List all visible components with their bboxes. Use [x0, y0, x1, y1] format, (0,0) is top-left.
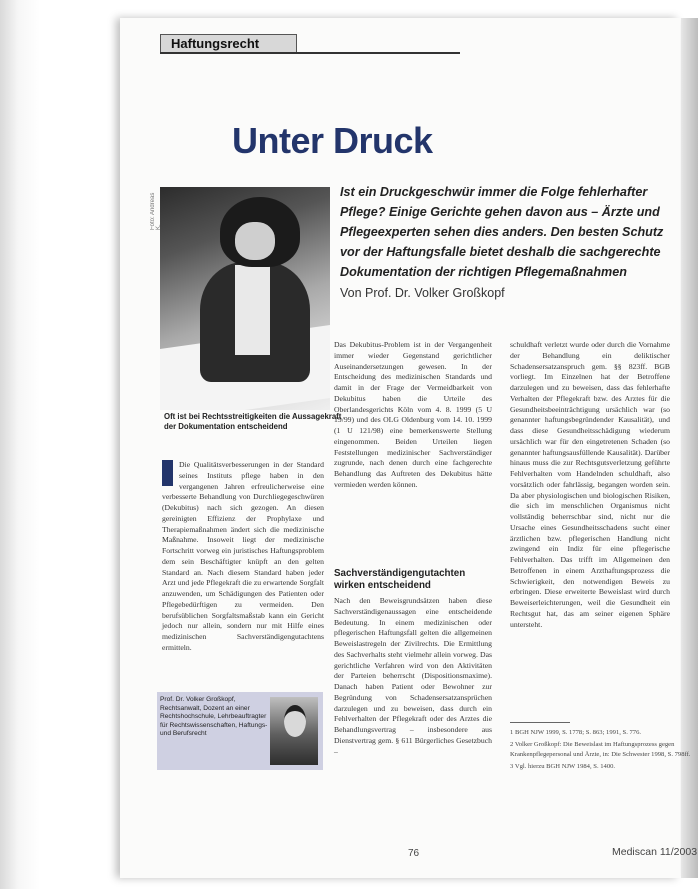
article-lead: Ist ein Druckgeschwür immer die Folge fehlerhafter Pflege? Einige Gerichte gehen davon aus – Ärzte und Pflegeexperten sehen dies anders. Den besten Schutz vor der Haftungsfalle bietet deshalb die sachgerechte Dokumentation der richtigen Pflegemaßnahmen [340, 185, 664, 279]
text-column-2-bottom [334, 596, 492, 842]
section-subhead: Sachverständigengutachten wirken entscheidend [334, 568, 466, 591]
footnote-2: 2 Volker Großkopf: Die Beweislast im Haftungsprozess gegen Krankenpflegepersonal und Ärzte, in: Die Schwester 1998, S. 798ff. [510, 741, 691, 758]
article-photo [160, 187, 330, 410]
photo-shirt [235, 265, 270, 355]
photo-credit: Foto: Andreas K. [150, 192, 162, 230]
author-profile-text: Prof. Dr. Volker Großkopf, Rechtsanwalt, Dozent an einer Rechtshochschule, Lehrbeauftragter für Rechtswissenschaften, Haftungs- und Berufsrecht [160, 696, 268, 738]
column-2a-text: Das Dekubitus-Problem ist in der Vergangenheit immer wieder Gegenstand gerichtlicher Auseinandersetzungen gewesen. In der Entscheidung des medizinischen Standards und damit in der Frage der Vermeidbarkeit von Dekubitus haben die Urteile des Oberlandesgerichts Köln vom 4. 8. 1999 (5 U 19/99) und des OLG Oldenburg vom 14. 10. 1999 (1 U 121/98) eine bemerkenswerte Stellung eingenommen. Beiden Urteilen liegen Feststellungen medizinischer Sachverständiger zugrunde, nach denen durch eine fachgerechte Behandlung das Auftreten des Dekubitus hätte vermieden werden können. [334, 340, 492, 489]
footnote-1: 1 BGH NJW 1999, S. 1778; S. 863; 1991, S. 776. [510, 729, 642, 736]
footnote-3: 3 Vgl. hierzu BGH NJW 1984, S. 1400. [510, 763, 616, 771]
portrait-head [284, 705, 306, 737]
photo-caption: Oft ist bei Rechtsstreitigkeiten die Aussagekraft der Dokumentation entscheidend [164, 412, 342, 431]
journal-issue: Mediscan 11/2003 [612, 846, 698, 858]
kicker-rule [160, 52, 460, 54]
section-kicker [160, 34, 297, 54]
text-column-3 [510, 340, 670, 712]
author-portrait [270, 697, 318, 765]
footnote-rule [510, 722, 570, 723]
photo-face [235, 222, 275, 260]
article-author: Von Prof. Dr. Volker Großkopf [340, 286, 505, 300]
drop-cap-marker [162, 460, 173, 486]
column-1-text: Die Qualitätsverbesserungen in der Standard seines Instituts pflege haben in den vergangenen Jahren erfreulicherweise eine verbesserte Behandlung von Durchliegegeschwüren (Dekubitus) nach sich gezogen. An diesen gereinigten Effizienz der Prophylaxe und Therapiemaßnahmen ändert sich die medizinische Maßnahme. Insoweit liegt der medizinische Fortschritt vorweg ein juristisches Haftungsproblem dem sein Beschäftigter knüpft an den gelten Standard an. Nach diesem Standard haben jeder Arzt und jede Pflegekraft die zu erwartende Sorgfalt anzuwenden, um Schädigungen des Patienten oder Pflegebedürftigen zu vermeiden. Den berufsüblichen Sorgfaltsmaßstab kann ein Gericht jedoch nur allein, sondern nur mit Hilfe eines medizinischen Sachverständigengutachtens ermitteln. [162, 460, 324, 652]
page-number: 76 [408, 848, 420, 859]
article-title: Unter Druck [232, 120, 433, 161]
column-3-text: schuldhaft verletzt wurde oder durch die Vornahme der Behandlung ein deliktischer Schadensersatzanspruch gem. §§ 823ff. BGB vorliegt. Im Einzelnen hat der Betroffene darzulegen und zu beweisen, dass das fehlerhafte Verhalten der Pflegekraft bzw. des Arztes für die Gesundheitsbeeinträchtigung ursächlich war (so genannter haftungsbegründender Kausalität), und dass diese Gesundheitsschädigung wiederum ursächlich war für den eingetretenen Schaden (so genannter haftungsausfüllende Kausalität). Darüber hinaus muss die zur Rechtsgutsverletzung geführte Fehlverhalten vom Handelnden schuldhaft, also vorsätzlich oder fahrlässig, begangen worden sein. Da aber physiologischen und biologischen Risiken, die sich im menschlichen Organismus nicht vollständig beherrschbar sind, nicht nur die Ursache eines Gesundheitsschadens sucht einer ärztlichen bzw. pflegerischen Handlung nicht zwingend ein Indiz für eine pflegerische Fehlverhalten. Das trifft im Allgemeinen den Betroffenen in einem Arzthaftungsprozess die Schwierigkeit, den notwendigen Beweis zu erbringen. Diese erweiterte Beweislast wird durch Beweiserleichterungen, weil die Gesundheit ein Rechtsgut hat, das am seiner eigenen Sphäre untersteht. [510, 340, 670, 629]
footnotes [510, 728, 695, 775]
column-2b-text: Nach den Beweisgrundsätzen haben diese Sachverständigenaussagen eine entscheidende Bedeutung. In einem medizinischen oder pflegerischen Haftungsfall gelten die allgemeinen Beweislastregeln der Zivilrechts. Die Ermittlung des Sachverhalts steht vielmehr allein vorweg. Das gerichtliche Verfahren wird von den Aktivitäten der Parteien beherrscht (Dispositionsmaxime). Danach haben Patient oder Bewohner zur Begründung von Schadensersatzansprüchen darzulegen und zu beweisen, dass durch ein Fehlverhalten der Pflegekraft oder des Arztes die Behandlungsvertrag – insbesondere aus Dienstvertrag gem. § 611 Bürgerliches Gesetzbuch – [334, 596, 492, 756]
text-column-2-top [334, 340, 492, 560]
kicker-label: Haftungsrecht [171, 36, 260, 51]
text-column-1 [162, 460, 324, 682]
